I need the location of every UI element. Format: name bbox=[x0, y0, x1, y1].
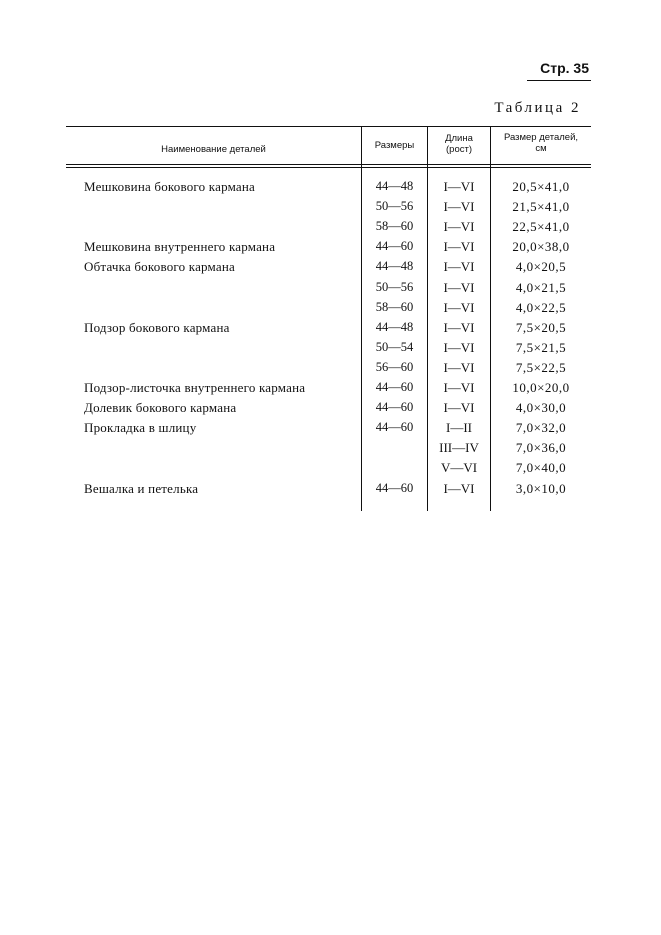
detail-name: Долевик бокового кармана bbox=[84, 400, 237, 416]
detail-dimensions: 10,0×20,0 bbox=[512, 380, 570, 395]
page-number-rule bbox=[527, 80, 591, 81]
header-dimensions-line2: см bbox=[535, 143, 547, 154]
detail-dimensions: 22,5×41,0 bbox=[512, 219, 570, 235]
size-range: 44—60 bbox=[375, 480, 414, 495]
header-length bbox=[428, 133, 490, 155]
detail-dimensions: 7,0×36,0 bbox=[515, 440, 567, 456]
table-row bbox=[66, 318, 591, 338]
table-top-rule bbox=[66, 126, 591, 127]
header-dimensions-line1: Размер деталей, bbox=[503, 132, 579, 143]
size-range: 44—48 bbox=[375, 259, 414, 274]
detail-dimensions: 4,0×21,5 bbox=[515, 279, 567, 295]
header-length-line2: (рост) bbox=[446, 144, 472, 155]
header-dimensions bbox=[491, 132, 591, 154]
size-range: 56—60 bbox=[375, 359, 414, 374]
detail-dimensions: 4,0×22,5 bbox=[515, 299, 567, 315]
size-range: 58—60 bbox=[375, 299, 414, 314]
table-row bbox=[66, 197, 591, 217]
detail-dimensions: 7,5×21,5 bbox=[515, 339, 567, 355]
table-row bbox=[66, 438, 591, 458]
header-sizes: Размеры bbox=[374, 140, 415, 151]
header-name: Наименование деталей bbox=[161, 144, 266, 155]
detail-name: Подзор бокового кармана bbox=[84, 319, 230, 335]
table-header-rule bbox=[66, 164, 591, 165]
detail-name: Подзор-листочка внутреннего кармана bbox=[84, 380, 306, 395]
page-number: Стр. 35 bbox=[540, 60, 589, 76]
detail-dimensions: 20,0×38,0 bbox=[512, 239, 570, 255]
table-row bbox=[66, 358, 591, 378]
table-row bbox=[66, 278, 591, 298]
size-range: 44—60 bbox=[375, 420, 414, 435]
table-row bbox=[66, 298, 591, 318]
detail-dimensions: 7,0×40,0 bbox=[515, 460, 567, 476]
length-range: I—VI bbox=[443, 199, 475, 215]
details-table bbox=[66, 122, 591, 512]
length-range: I—VI bbox=[443, 400, 475, 416]
detail-name: Вешалка и петелька bbox=[84, 480, 199, 496]
length-range: I—VI bbox=[443, 380, 475, 395]
length-range: I—VI bbox=[443, 239, 475, 255]
size-range: 44—48 bbox=[375, 319, 414, 334]
table-row bbox=[66, 479, 591, 499]
size-range: 44—60 bbox=[375, 239, 414, 254]
length-range: I—VI bbox=[443, 319, 475, 335]
size-range: 50—56 bbox=[375, 279, 414, 294]
length-range: I—VI bbox=[443, 259, 475, 275]
table-row bbox=[66, 398, 591, 418]
detail-name: Обтачка бокового кармана bbox=[84, 259, 235, 275]
size-range: 44—60 bbox=[375, 400, 414, 415]
detail-dimensions: 7,5×22,5 bbox=[515, 359, 567, 375]
detail-dimensions: 4,0×20,5 bbox=[515, 259, 567, 275]
table-row bbox=[66, 458, 591, 478]
table-header-rule-double bbox=[66, 167, 591, 168]
detail-dimensions: 3,0×10,0 bbox=[515, 480, 567, 496]
length-range: I—VI bbox=[443, 219, 475, 235]
length-range: I—VI bbox=[443, 299, 475, 315]
length-range: I—VI bbox=[443, 279, 475, 295]
header-length-line1: Длина bbox=[445, 133, 473, 144]
detail-name: Мешковина бокового кармана bbox=[84, 179, 256, 194]
detail-dimensions: 7,0×32,0 bbox=[515, 420, 567, 436]
size-range: 50—56 bbox=[375, 199, 414, 214]
table-caption: Таблица 2 bbox=[494, 100, 581, 116]
table-row bbox=[66, 217, 591, 237]
length-range: III—IV bbox=[439, 440, 479, 456]
size-range: 58—60 bbox=[375, 219, 414, 234]
length-range: I—VI bbox=[443, 179, 475, 194]
length-range: V—VI bbox=[440, 460, 478, 476]
detail-dimensions: 20,5×41,0 bbox=[512, 179, 570, 194]
size-range: 44—48 bbox=[375, 179, 414, 193]
table-row bbox=[66, 378, 591, 398]
table-row bbox=[66, 338, 591, 358]
detail-name: Мешковина внутреннего кармана bbox=[84, 239, 276, 255]
detail-dimensions: 4,0×30,0 bbox=[515, 400, 567, 416]
length-range: I—VI bbox=[443, 480, 475, 496]
detail-dimensions: 21,5×41,0 bbox=[512, 199, 570, 215]
table-row bbox=[66, 237, 591, 257]
detail-dimensions: 7,5×20,5 bbox=[515, 319, 567, 335]
length-range: I—VI bbox=[443, 359, 475, 375]
size-range: 50—54 bbox=[375, 339, 414, 354]
table-row bbox=[66, 257, 591, 277]
table-row bbox=[66, 418, 591, 438]
size-range: 44—60 bbox=[375, 380, 414, 394]
length-range: I—II bbox=[446, 420, 472, 436]
detail-name: Прокладка в шлицу bbox=[84, 420, 197, 436]
table-row bbox=[66, 177, 591, 197]
length-range: I—VI bbox=[443, 339, 475, 355]
